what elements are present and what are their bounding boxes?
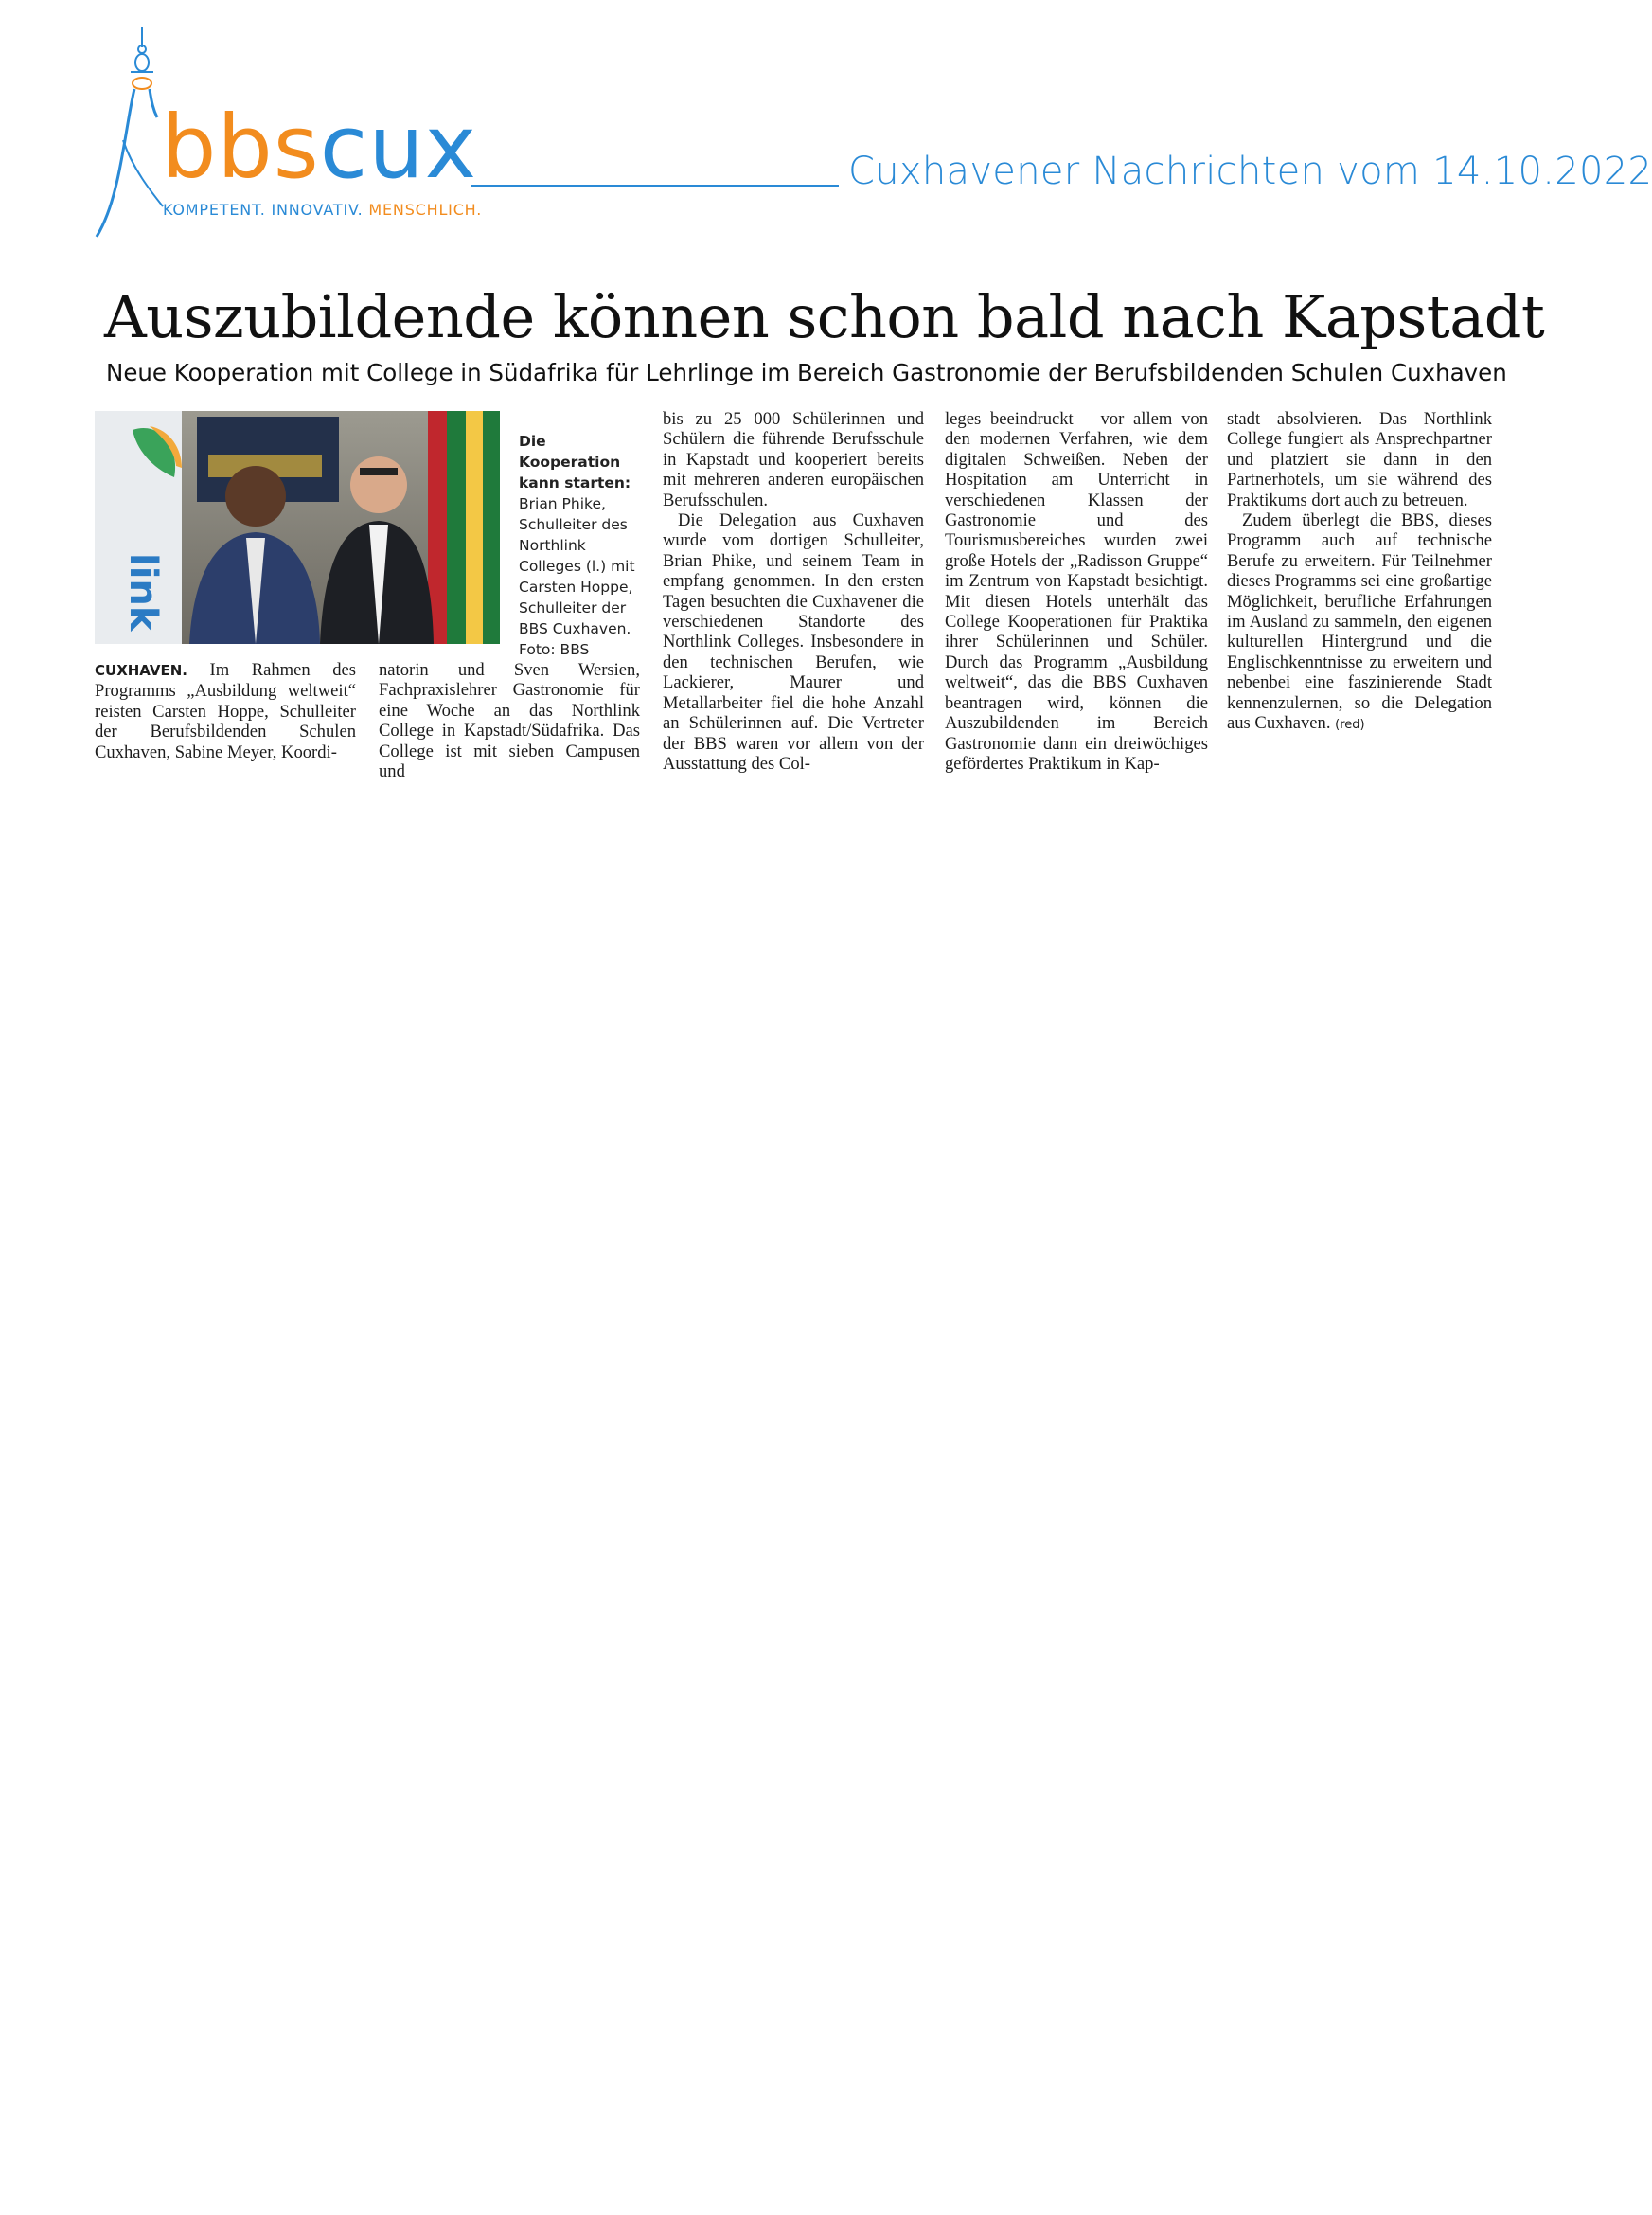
article-column-3 (663, 409, 924, 774)
column-5-paragraph-1: stadt absolvieren. Das Northlink College fungiert als Ansprechpartner und platziert sie dann in den Partnerhotels, um sie während des Praktikums dort auch zu betreuen. (1227, 409, 1492, 510)
photo-two-men-icon (95, 411, 500, 644)
article-photo (95, 411, 500, 644)
column-5-paragraph-2: Zudem überlegt die BBS, dieses Programm auch auf technische Berufe zu erweitern. Für Teilnehmer dieses Programms sei eine großartige Möglichkeit, berufliche Erfahrungen im Ausland zu sammeln, den eigenen kulturellen Hintergrund und die Englischkenntnisse zu erweitern und nebenbei eine faszinierende Stadt kennenzulernen, so die Delegation aus Cuxhaven. (1227, 510, 1492, 734)
logo-tagline (163, 201, 482, 219)
caption-body: Brian Phike, Schulleiter des Northlink Colleges (l.) mit Carsten Hoppe, Schulleiter der BBS Cuxhaven. (519, 495, 635, 637)
header-divider (471, 185, 839, 187)
column-4-text: leges beeindruckt – vor allem von den modernen Verfahren, wie dem digitalen Schweißen. Neben der Hospitation am Unterricht in verschiedenen Klassen der Gastronomie und des Tourismusbereiches wurden zwei große Hotels der „Radisson Gruppe“ im Zentrum von Kapstadt besichtigt. Mit diesen Hotels unterhält das College Kooperationen für Praktika ihrer Schülerinnen und Schüler. Durch das Programm „Ausbildung weltweit“, das die BBS Cuxhaven beantragen wird, können die Auszubildenden im Bereich Gastronomie dann ein dreiwöchiges gefördertes Praktikum in Kap- (945, 409, 1208, 774)
author-signature: (red) (1335, 718, 1365, 733)
banner-text: link (121, 553, 165, 632)
bbscux-logo (95, 27, 492, 244)
article-column-5 (1227, 409, 1492, 736)
logo-cux: cux (319, 97, 478, 198)
article-headline: Auszubildende können schon bald nach Kapstadt (104, 282, 1545, 351)
caption-credit: Foto: BBS (519, 641, 590, 658)
article-column-1 (95, 660, 356, 762)
logo-wordmark (161, 97, 478, 198)
source-line: Cuxhavener Nachrichten vom 14.10.2022 (848, 150, 1652, 193)
logo-tagline-part1: KOMPETENT. INNOVATIV. (163, 201, 369, 219)
caption-lead: Die Kooperation kann starten: (519, 433, 631, 491)
column-3-paragraph-1: bis zu 25 000 Schülerinnen und Schülern die führende Berufsschule in Kapstadt und kooperiert bereits mit mehreren anderen europäischen Berufsschulen. (663, 409, 924, 510)
logo-tagline-part2: MENSCHLICH. (368, 201, 483, 219)
column-2-text: natorin und Sven Wersien, Fachpraxislehrer Gastronomie für eine Woche an das Northlink College in Kapstadt/Südafrika. Das College ist mit sieben Campusen und (379, 660, 640, 782)
article-column-4 (945, 409, 1208, 774)
column-1-text: Im Rahmen des Programms „Ausbildung weltweit“ reisten Carsten Hoppe, Schulleiter der Berufsbildenden Schulen Cuxhaven, Sabine Meyer, Koordi- (95, 660, 356, 762)
article-column-2 (379, 660, 640, 781)
logo-bbs: bbs (161, 97, 320, 198)
photo-caption (519, 431, 651, 660)
column-3-paragraph-2: Die Delegation aus Cuxhaven wurde vom dortigen Schulleiter, Brian Phike, und seinem Team in empfang genommen. In den ersten Tagen besuchten die Cuxhavener die verschiedenen Standorte des Northlink Colleges. Insbesondere in den technischen Berufen, wie Lackierer, Maurer und Metallarbeiter fiel die hohe Anzahl an Schülerinnen auf. Die Vertreter der BBS waren vor allem von der Ausstattung des Col- (663, 510, 924, 774)
article-subheadline: Neue Kooperation mit College in Südafrika für Lehrlinge im Bereich Gastronomie der Berufsbildenden Schulen Cuxhaven (106, 359, 1507, 386)
dateline: CUXHAVEN. (95, 662, 188, 679)
